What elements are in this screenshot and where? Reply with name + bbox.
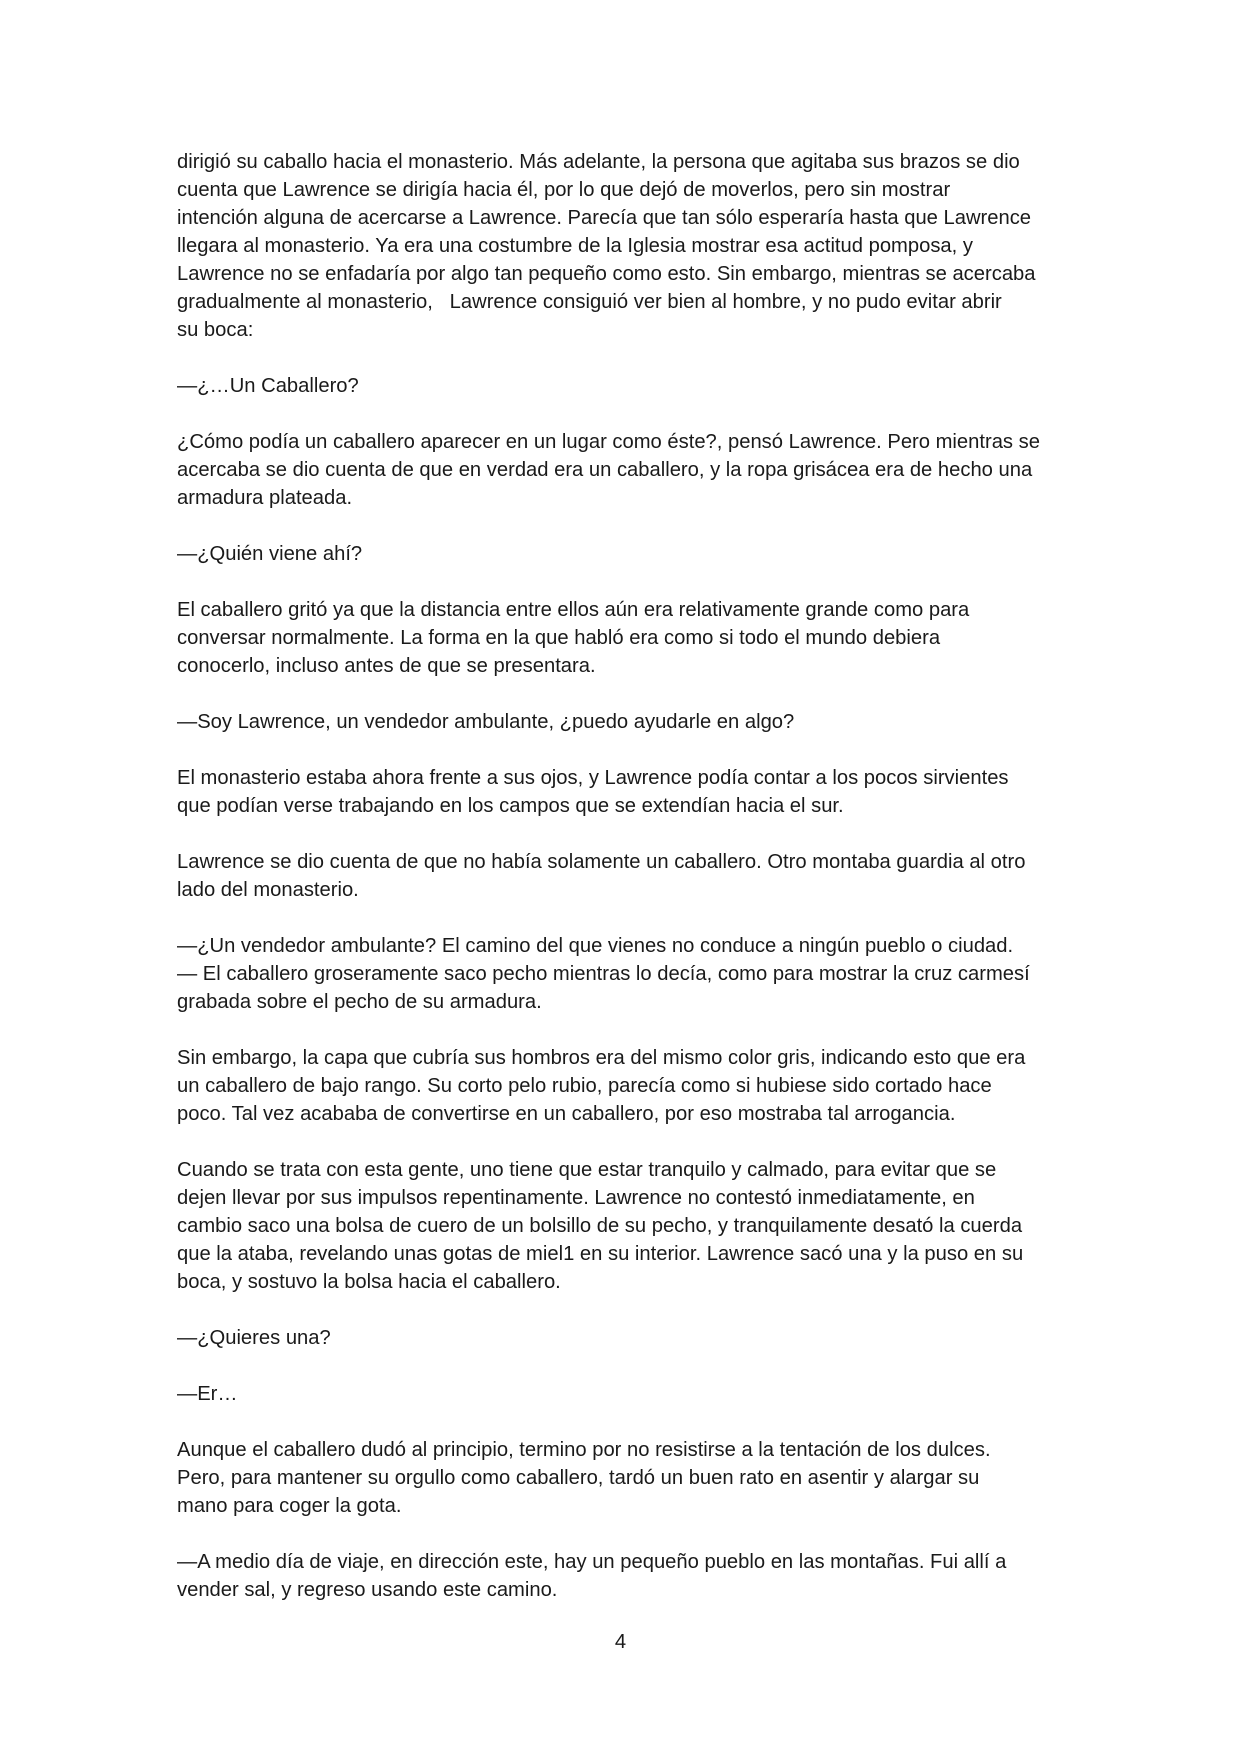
text-line: —¿…Un Caballero? [177,375,359,397]
paragraph [177,764,1067,820]
paragraph [177,148,1067,344]
text-line: Lawrence no se enfadaría por algo tan pequeño como esto. Sin embargo, mientras se acercaba [177,263,1036,285]
text-line: Lawrence se dio cuenta de que no había solamente un caballero. Otro montaba guardia al otro [177,851,1026,873]
paragraph [177,708,1067,736]
text-line: cambio saco una bolsa de cuero de un bolsillo de su pecho, y tranquilamente desató la cuerda [177,1215,1023,1237]
paragraph [177,1156,1067,1296]
text-line: conversar normalmente. La forma en la que habló era como si todo el mundo debiera [177,627,941,649]
text-line: armadura plateada. [177,487,353,509]
text-line: vender sal, y regreso usando este camino. [177,1579,558,1601]
text-line: El monasterio estaba ahora frente a sus ojos, y Lawrence podía contar a los pocos sirvientes [177,767,1009,789]
text-line: cuenta que Lawrence se dirigía hacia él, por lo que dejó de moverlos, pero sin mostrar [177,179,951,201]
text-line: Cuando se trata con esta gente, uno tiene que estar tranquilo y calmado, para evitar que se [177,1159,997,1181]
paragraph [177,540,1067,568]
text-line: El caballero gritó ya que la distancia entre ellos aún era relativamente grande como para [177,599,970,621]
paragraph [177,848,1067,904]
text-line: grabada sobre el pecho de su armadura. [177,991,542,1013]
text-line: gradualmente al monasterio, Lawrence consiguió ver bien al hombre, y no pudo evitar abrir [177,291,1002,313]
text-line: —Er… [177,1383,238,1405]
text-line: poco. Tal vez acababa de convertirse en un caballero, por eso mostraba tal arrogancia. [177,1103,956,1125]
text-line: que la ataba, revelando unas gotas de miel1 en su interior. Lawrence sacó una y la puso en su [177,1243,1024,1265]
document-body [177,148,1067,1632]
text-line: —¿Quieres una? [177,1327,331,1349]
text-line: —A medio día de viaje, en dirección este, hay un pequeño pueblo en las montañas. Fui allí a [177,1551,1007,1573]
paragraph [177,1044,1067,1128]
text-line: — El caballero groseramente saco pecho mientras lo decía, como para mostrar la cruz carmesí [177,963,1030,985]
paragraph [177,428,1067,512]
text-line: su boca: [177,319,254,341]
text-line: Aunque el caballero dudó al principio, termino por no resistirse a la tentación de los dulces. [177,1439,991,1461]
text-line: dirigió su caballo hacia el monasterio. Más adelante, la persona que agitaba sus brazos se dio [177,151,1020,173]
text-line: —Soy Lawrence, un vendedor ambulante, ¿puedo ayudarle en algo? [177,711,795,733]
text-line: mano para coger la gota. [177,1495,402,1517]
text-line: Sin embargo, la capa que cubría sus hombros era del mismo color gris, indicando esto que era [177,1047,1026,1069]
text-line: conocerlo, incluso antes de que se presentara. [177,655,596,677]
text-line: —¿Un vendedor ambulante? El camino del que vienes no conduce a ningún pueblo o ciudad. [177,935,1014,957]
text-line: Pero, para mantener su orgullo como caballero, tardó un buen rato en asentir y alargar su [177,1467,980,1489]
text-line: que podían verse trabajando en los campos que se extendían hacia el sur. [177,795,844,817]
text-line: llegara al monasterio. Ya era una costumbre de la Iglesia mostrar esa actitud pomposa, y [177,235,973,257]
text-line: acercaba se dio cuenta de que en verdad era un caballero, y la ropa grisácea era de hecho una [177,459,1033,481]
text-line: —¿Quién viene ahí? [177,543,363,565]
paragraph [177,372,1067,400]
page-number: 4 [614,1631,627,1653]
paragraph [177,932,1067,1016]
text-line: boca, y sostuvo la bolsa hacia el caballero. [177,1271,561,1293]
paragraph [177,596,1067,680]
text-line: dejen llevar por sus impulsos repentinamente. Lawrence no contestó inmediatamente, en [177,1187,975,1209]
text-line: lado del monasterio. [177,879,359,901]
paragraph [177,1436,1067,1520]
text-line: intención alguna de acercarse a Lawrence. Parecía que tan sólo esperaría hasta que Lawrence [177,207,1032,229]
text-line: ¿Cómo podía un caballero aparecer en un lugar como éste?, pensó Lawrence. Pero mientras se [177,431,1040,453]
paragraph [177,1380,1067,1408]
text-line: un caballero de bajo rango. Su corto pelo rubio, parecía como si hubiese sido cortado hace [177,1075,992,1097]
paragraph [177,1548,1067,1604]
paragraph [177,1324,1067,1352]
